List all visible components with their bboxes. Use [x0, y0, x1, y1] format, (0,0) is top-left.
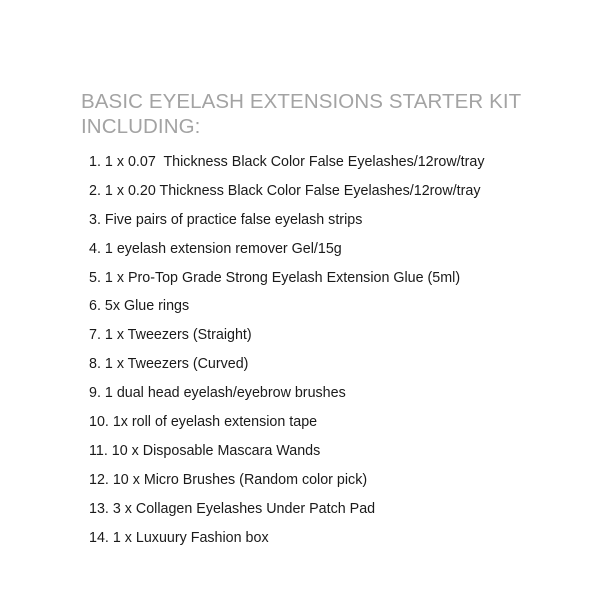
kit-contents-list: [89, 152, 484, 556]
list-item: 2. 1 x 0.20 Thickness Black Color False Eyelashes/12row/tray: [89, 182, 481, 199]
list-item: 10. 1x roll of eyelash extension tape: [89, 414, 318, 431]
list-item: 1. 1 x 0.07 Thickness Black Color False Eyelashes/12row/tray: [89, 154, 485, 170]
list-item: 4. 1 eyelash extension remover Gel/15g: [89, 240, 342, 257]
list-item: 12. 10 x Micro Brushes (Random color pick): [89, 471, 368, 488]
list-item: 13. 3 x Collagen Eyelashes Under Patch Pad: [89, 500, 376, 517]
list-item: 8. 1 x Tweezers (Curved): [89, 356, 249, 373]
page-title: [81, 89, 581, 139]
list-item: 14. 1 x Luxuury Fashion box: [89, 529, 269, 546]
title-line: INCLUDING:: [81, 115, 201, 138]
list-item: 6. 5x Glue rings: [89, 298, 190, 315]
list-item: 11. 10 x Disposable Mascara Wands: [89, 442, 321, 459]
title-line: BASIC EYELASH EXTENSIONS STARTER KIT: [81, 90, 522, 113]
list-item: 5. 1 x Pro-Top Grade Strong Eyelash Extension Glue (5ml): [89, 269, 461, 286]
list-item: 3. Five pairs of practice false eyelash strips: [89, 211, 363, 228]
list-item: 7. 1 x Tweezers (Straight): [89, 327, 252, 344]
list-item: 9. 1 dual head eyelash/eyebrow brushes: [89, 385, 346, 402]
